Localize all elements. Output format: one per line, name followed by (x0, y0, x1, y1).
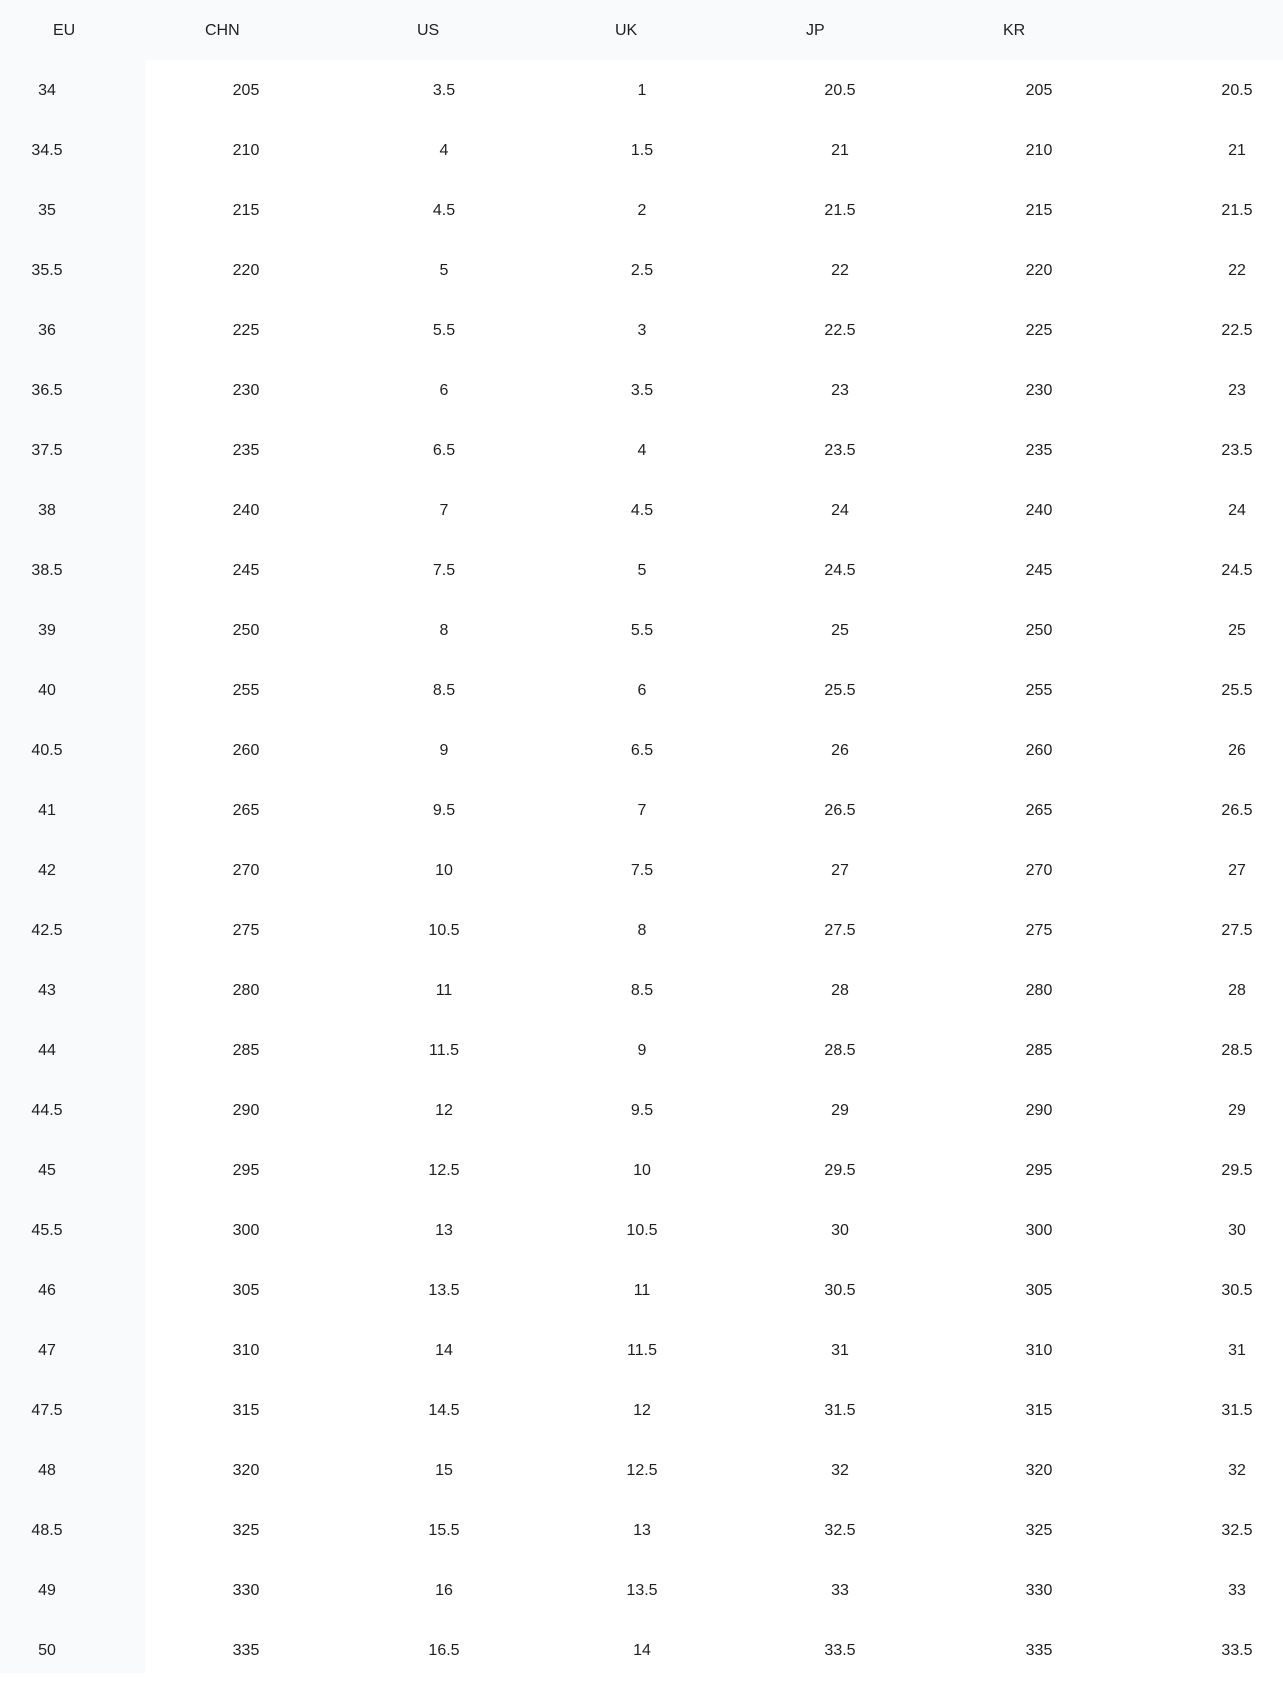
table-header-row (0, 0, 1283, 60)
cell-extra: 23.5 (1221, 442, 1253, 459)
cell-kr: 275 (1025, 922, 1053, 939)
table-body (0, 60, 1283, 1680)
cell-extra: 24 (1228, 502, 1246, 519)
table-row (0, 1260, 1283, 1320)
cell-eu: 38.5 (31, 562, 63, 579)
cell-uk: 14 (633, 1642, 651, 1659)
cell-chn: 225 (232, 322, 260, 339)
cell-jp: 22 (831, 262, 849, 279)
cell-jp: 33 (831, 1582, 849, 1599)
cell-uk: 6 (637, 682, 647, 699)
cell-extra: 26 (1228, 742, 1246, 759)
cell-uk: 7 (637, 802, 647, 819)
table-row (0, 1200, 1283, 1260)
cell-chn: 255 (232, 682, 260, 699)
cell-eu: 35 (38, 202, 56, 219)
cell-uk: 12.5 (626, 1462, 658, 1479)
cell-chn: 275 (232, 922, 260, 939)
cell-eu: 34 (38, 82, 56, 99)
cell-us: 14 (435, 1342, 453, 1359)
cell-us: 15 (435, 1462, 453, 1479)
cell-jp: 33.5 (824, 1642, 856, 1659)
cell-extra: 30.5 (1221, 1282, 1253, 1299)
cell-jp: 23 (831, 382, 849, 399)
table-row (0, 1500, 1283, 1560)
cell-kr: 300 (1025, 1222, 1053, 1239)
cell-chn: 270 (232, 862, 260, 879)
table-row (0, 1320, 1283, 1380)
cell-eu: 41 (38, 802, 56, 819)
cell-extra: 26.5 (1221, 802, 1253, 819)
cell-chn: 230 (232, 382, 260, 399)
cell-us: 9 (439, 742, 449, 759)
cell-kr: 315 (1025, 1402, 1053, 1419)
cell-uk: 9 (637, 1042, 647, 1059)
cell-uk: 10.5 (626, 1222, 658, 1239)
cell-us: 11.5 (429, 1042, 459, 1059)
cell-jp: 27.5 (824, 922, 856, 939)
cell-chn: 320 (232, 1462, 260, 1479)
cell-eu: 40 (38, 682, 56, 699)
cell-chn: 315 (232, 1402, 260, 1419)
cell-extra: 24.5 (1221, 562, 1253, 579)
cell-extra: 23 (1228, 382, 1246, 399)
cell-uk: 6.5 (630, 742, 654, 759)
cell-uk: 13 (633, 1522, 651, 1539)
cell-extra: 32.5 (1221, 1522, 1253, 1539)
table-row (0, 720, 1283, 780)
cell-extra: 29 (1228, 1102, 1246, 1119)
table-row (0, 60, 1283, 120)
cell-eu: 36 (38, 322, 56, 339)
cell-uk: 4.5 (630, 502, 654, 519)
cell-eu: 35.5 (31, 262, 63, 279)
cell-kr: 270 (1025, 862, 1053, 879)
cell-kr: 255 (1025, 682, 1053, 699)
cell-extra: 33.5 (1221, 1642, 1253, 1659)
header-kr: KR (1003, 22, 1026, 39)
cell-extra: 25 (1228, 622, 1246, 639)
cell-jp: 28.5 (824, 1042, 856, 1059)
table-row (0, 420, 1283, 480)
table-row (0, 300, 1283, 360)
cell-kr: 260 (1025, 742, 1053, 759)
cell-us: 5 (439, 262, 449, 279)
cell-us: 3.5 (432, 82, 456, 99)
cell-kr: 290 (1025, 1102, 1053, 1119)
cell-uk: 5 (637, 562, 647, 579)
cell-chn: 205 (232, 82, 260, 99)
cell-us: 4.5 (432, 202, 456, 219)
cell-jp: 26 (831, 742, 849, 759)
table-row (0, 840, 1283, 900)
cell-kr: 295 (1025, 1162, 1053, 1179)
cell-us: 10 (435, 862, 453, 879)
cell-extra: 21.5 (1221, 202, 1253, 219)
cell-extra: 33 (1228, 1582, 1246, 1599)
cell-kr: 230 (1025, 382, 1053, 399)
cell-chn: 265 (232, 802, 260, 819)
table-row (0, 1080, 1283, 1140)
cell-us: 7 (439, 502, 449, 519)
cell-us: 11 (435, 982, 453, 999)
cell-eu: 43 (38, 982, 56, 999)
cell-kr: 250 (1025, 622, 1053, 639)
cell-chn: 240 (232, 502, 260, 519)
cell-chn: 295 (232, 1162, 260, 1179)
cell-chn: 215 (232, 202, 260, 219)
cell-chn: 290 (232, 1102, 260, 1119)
header-eu: EU (53, 22, 76, 39)
cell-us: 8.5 (432, 682, 456, 699)
cell-eu: 50 (38, 1642, 56, 1659)
cell-kr: 240 (1025, 502, 1053, 519)
cell-eu: 46 (38, 1282, 56, 1299)
cell-eu: 47.5 (31, 1402, 63, 1419)
cell-eu: 44 (38, 1042, 56, 1059)
cell-jp: 30 (831, 1222, 849, 1239)
cell-jp: 29 (831, 1102, 849, 1119)
cell-jp: 28 (831, 982, 849, 999)
cell-chn: 260 (232, 742, 260, 759)
cell-chn: 330 (232, 1582, 260, 1599)
cell-uk: 2 (637, 202, 647, 219)
cell-us: 8 (439, 622, 449, 639)
cell-jp: 31.5 (824, 1402, 856, 1419)
cell-chn: 245 (232, 562, 260, 579)
cell-chn: 300 (232, 1222, 260, 1239)
cell-extra: 22.5 (1221, 322, 1253, 339)
cell-chn: 250 (232, 622, 260, 639)
cell-chn: 210 (232, 142, 260, 159)
cell-kr: 245 (1025, 562, 1053, 579)
cell-eu: 48 (38, 1462, 56, 1479)
cell-jp: 21.5 (824, 202, 856, 219)
cell-jp: 31 (831, 1342, 849, 1359)
table-row (0, 1140, 1283, 1200)
cell-uk: 1 (637, 82, 647, 99)
cell-jp: 30.5 (824, 1282, 856, 1299)
cell-chn: 325 (232, 1522, 260, 1539)
cell-kr: 280 (1025, 982, 1053, 999)
cell-extra: 31 (1228, 1342, 1246, 1359)
table-row (0, 1620, 1283, 1680)
table-row (0, 1020, 1283, 1080)
cell-kr: 310 (1025, 1342, 1053, 1359)
cell-jp: 25 (831, 622, 849, 639)
cell-us: 16 (435, 1582, 453, 1599)
cell-eu: 40.5 (31, 742, 63, 759)
cell-eu: 37.5 (31, 442, 63, 459)
cell-us: 12.5 (428, 1162, 460, 1179)
cell-chn: 220 (232, 262, 260, 279)
cell-uk: 9.5 (630, 1102, 654, 1119)
cell-chn: 335 (232, 1642, 260, 1659)
table-row (0, 480, 1283, 540)
cell-kr: 265 (1025, 802, 1053, 819)
cell-jp: 29.5 (824, 1162, 856, 1179)
cell-chn: 285 (232, 1042, 260, 1059)
cell-uk: 7.5 (630, 862, 654, 879)
cell-kr: 305 (1025, 1282, 1053, 1299)
table-row (0, 1440, 1283, 1500)
header-chn: CHN (205, 22, 240, 39)
cell-jp: 26.5 (824, 802, 856, 819)
cell-eu: 45 (38, 1162, 56, 1179)
cell-jp: 32 (831, 1462, 849, 1479)
cell-us: 6 (439, 382, 449, 399)
cell-us: 4 (439, 142, 449, 159)
cell-kr: 210 (1025, 142, 1053, 159)
cell-uk: 11 (633, 1282, 651, 1299)
cell-jp: 25.5 (824, 682, 856, 699)
cell-jp: 22.5 (824, 322, 856, 339)
cell-kr: 285 (1025, 1042, 1053, 1059)
cell-uk: 13.5 (626, 1582, 658, 1599)
cell-kr: 325 (1025, 1522, 1053, 1539)
cell-extra: 28 (1228, 982, 1246, 999)
cell-kr: 205 (1025, 82, 1053, 99)
cell-kr: 330 (1025, 1582, 1053, 1599)
cell-eu: 42 (38, 862, 56, 879)
cell-chn: 235 (232, 442, 260, 459)
header-jp: JP (806, 22, 825, 39)
table-row (0, 780, 1283, 840)
table-row (0, 240, 1283, 300)
table-row (0, 120, 1283, 180)
cell-uk: 11.5 (627, 1342, 657, 1359)
table-row (0, 180, 1283, 240)
cell-eu: 44.5 (31, 1102, 63, 1119)
cell-extra: 32 (1228, 1462, 1246, 1479)
cell-us: 5.5 (432, 322, 456, 339)
cell-jp: 32.5 (824, 1522, 856, 1539)
cell-jp: 23.5 (824, 442, 856, 459)
cell-eu: 42.5 (31, 922, 63, 939)
table-row (0, 600, 1283, 660)
table-row (0, 360, 1283, 420)
cell-us: 16.5 (428, 1642, 460, 1659)
cell-extra: 21 (1228, 142, 1246, 159)
cell-kr: 320 (1025, 1462, 1053, 1479)
cell-uk: 3.5 (630, 382, 654, 399)
cell-chn: 305 (232, 1282, 260, 1299)
cell-us: 13.5 (428, 1282, 460, 1299)
cell-eu: 45.5 (31, 1222, 63, 1239)
cell-eu: 38 (38, 502, 56, 519)
cell-extra: 29.5 (1221, 1162, 1253, 1179)
cell-us: 7.5 (432, 562, 456, 579)
cell-uk: 8 (637, 922, 647, 939)
cell-uk: 8.5 (630, 982, 654, 999)
cell-uk: 10 (633, 1162, 651, 1179)
cell-extra: 20.5 (1221, 82, 1253, 99)
cell-jp: 27 (831, 862, 849, 879)
cell-kr: 335 (1025, 1642, 1053, 1659)
cell-kr: 215 (1025, 202, 1053, 219)
cell-uk: 12 (633, 1402, 651, 1419)
cell-extra: 27 (1228, 862, 1246, 879)
cell-us: 9.5 (432, 802, 456, 819)
cell-extra: 25.5 (1221, 682, 1253, 699)
cell-eu: 47 (38, 1342, 56, 1359)
cell-extra: 30 (1228, 1222, 1246, 1239)
cell-extra: 27.5 (1221, 922, 1253, 939)
table-row (0, 960, 1283, 1020)
cell-uk: 5.5 (630, 622, 654, 639)
cell-uk: 4 (637, 442, 647, 459)
cell-eu: 36.5 (31, 382, 63, 399)
cell-uk: 1.5 (630, 142, 654, 159)
cell-us: 15.5 (428, 1522, 460, 1539)
cell-kr: 225 (1025, 322, 1053, 339)
cell-eu: 49 (38, 1582, 56, 1599)
table-row (0, 660, 1283, 720)
cell-kr: 220 (1025, 262, 1053, 279)
cell-us: 13 (435, 1222, 453, 1239)
cell-us: 10.5 (428, 922, 460, 939)
table-row (0, 1380, 1283, 1440)
cell-jp: 24.5 (824, 562, 856, 579)
cell-eu: 34.5 (31, 142, 63, 159)
cell-extra: 28.5 (1221, 1042, 1253, 1059)
cell-us: 12 (435, 1102, 453, 1119)
cell-extra: 31.5 (1221, 1402, 1253, 1419)
cell-chn: 280 (232, 982, 260, 999)
cell-chn: 310 (232, 1342, 260, 1359)
cell-us: 14.5 (428, 1402, 460, 1419)
cell-jp: 21 (831, 142, 849, 159)
cell-eu: 39 (38, 622, 56, 639)
cell-kr: 235 (1025, 442, 1053, 459)
cell-jp: 20.5 (824, 82, 856, 99)
table-row (0, 900, 1283, 960)
header-us: US (417, 22, 440, 39)
table-row (0, 1560, 1283, 1620)
cell-uk: 2.5 (630, 262, 654, 279)
cell-jp: 24 (831, 502, 849, 519)
header-uk: UK (615, 22, 638, 39)
cell-eu: 48.5 (31, 1522, 63, 1539)
cell-uk: 3 (637, 322, 647, 339)
cell-us: 6.5 (432, 442, 456, 459)
cell-extra: 22 (1228, 262, 1246, 279)
table-row (0, 540, 1283, 600)
